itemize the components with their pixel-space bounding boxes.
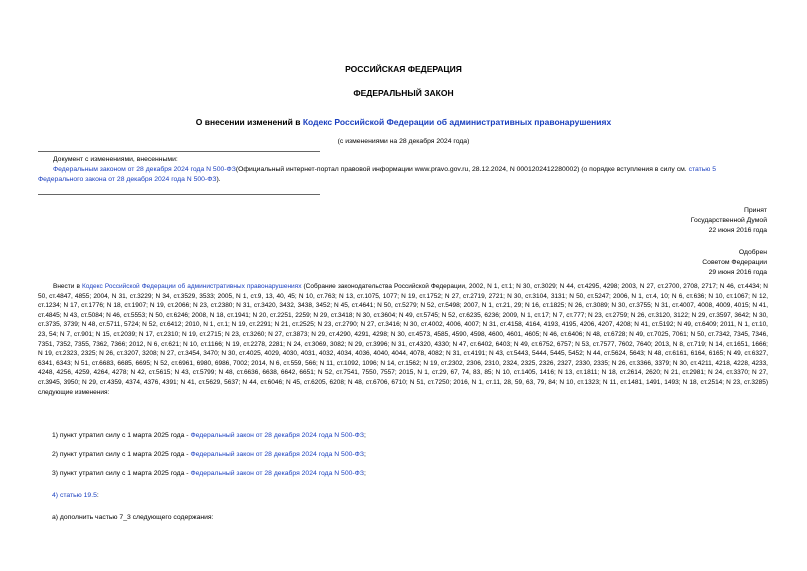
item-tail: ; bbox=[363, 432, 366, 439]
item-text: 1) пункт утратил силу с 1 марта 2025 года - bbox=[52, 432, 189, 439]
item-tail: ; bbox=[363, 451, 366, 458]
revision-note: (с изменениями на 28 декабря 2024 года) bbox=[337, 138, 470, 145]
doc-info-tail: ). bbox=[216, 176, 221, 183]
intro-paragraph bbox=[38, 282, 768, 397]
item-law-link[interactable]: Федеральный закон от 28 декабря 2024 года N 500-ФЗ bbox=[190, 432, 364, 439]
amendment-law-link[interactable]: Федеральным законом от 28 декабря 2024 года N 500-ФЗ bbox=[53, 166, 236, 173]
title-prefix: О внесении изменений в bbox=[195, 117, 301, 127]
article-19-5-link[interactable]: статью 19.5 bbox=[59, 492, 97, 499]
list-item bbox=[52, 492, 99, 499]
approval-block bbox=[702, 248, 767, 278]
list-item bbox=[52, 470, 366, 477]
item-tail: : bbox=[96, 492, 99, 499]
doc-info-line3 bbox=[38, 175, 768, 185]
approval-body: Советом Федерации bbox=[702, 259, 767, 266]
item-text: 2) пункт утратил силу с 1 марта 2025 года - bbox=[52, 451, 189, 458]
article-5-link[interactable]: статью 5 bbox=[688, 166, 717, 173]
item-law-link[interactable]: Федеральный закон от 28 декабря 2024 года N 500-ФЗ bbox=[190, 470, 364, 477]
list-item bbox=[52, 451, 366, 458]
sub-item: а) дополнить частью 7_3 следующего содержания: bbox=[52, 514, 214, 521]
adoption-line: Принят bbox=[743, 207, 767, 214]
adoption-date: 22 июня 2016 года bbox=[708, 227, 767, 234]
item-tail: ; bbox=[363, 470, 366, 477]
doc-info-text: (Официальный интернет-портал правовой информации www.pravo.gov.ru, 28.12.2024, N 0001202412280002) (о порядке вступления в силу см. bbox=[235, 166, 687, 173]
item-text: 3) пункт утратил силу с 1 марта 2025 года - bbox=[52, 470, 189, 477]
intro-code-link[interactable]: Кодекс Российской Федерации об административных правонарушениях bbox=[81, 283, 302, 290]
list-item bbox=[52, 432, 366, 439]
adoption-body: Государственной Думой bbox=[690, 217, 767, 224]
doc-info-label: Документ с изменениями, внесенными: bbox=[53, 156, 178, 163]
doc-info-body bbox=[38, 165, 768, 175]
item-law-link[interactable]: Федеральный закон от 28 декабря 2024 года N 500-ФЗ bbox=[190, 451, 364, 458]
federal-law-link[interactable]: Федерального закона от 28 декабря 2024 года N 500-ФЗ bbox=[38, 176, 217, 183]
law-type-heading: ФЕДЕРАЛЬНЫЙ ЗАКОН bbox=[353, 88, 454, 98]
divider-bottom bbox=[38, 194, 320, 195]
adoption-block bbox=[691, 206, 767, 236]
item4-prefix-link[interactable]: 4) bbox=[52, 492, 59, 499]
intro-text: (Собрание законодательства Российской Федерации, 2002, N 1, ст.1; N 30, ст.3029; N 44, ст.4295, 4298; 2003, N 27, ст.2700, 2708, 2717; N 46, ст.4434; N 50, ст.4847, 4855; 2004, N 31, ст.3229; N 34, ст.3529, 3533; 2005, N 1, ст.9, 13, 40, 45; N 10, ст.763; N 13, ст.1075, 1077; N 19, ст.1752; N 27, ст.2719, 2721; N 30, ст.3104, 3131; N 50, ст.5247; 2006, N 1, ст.4, 10; N 6, ст.636; N 10, ст.1067; N 12, ст.1234; N 17, ст.1776; N 18, ст.1907; N 19, ст.2066; N 23, ст.2380; N 31, ст.3420, 3432, 3438, 3452; N 45, ст.4641; N 50, ст.5279; N 52, ст.5498; 2007, N 1, ст.21, 29; N 16, ст.1825; N 26, ст.3089; N 30, ст.3755; N 31, ст.4007, 4008, 4009, 4015; N 41, ст.4845; N 43, ст.5084; N 46, ст.5553; N 50, ст.6246; 2008, N 18, ст.1941; N 20, ст.2251, 2259; N 29, ст.3418; N 30, ст.3604; N 49, ст.5745; N 52, ст.6235, 6236; 2009, N 1, ст.17; N 7, ст.777; N 23, ст.2759; N 26, ст.3120, 3122; N 29, ст.3597, 3642; N 30, ст.3735, 3739; N 48, ст.5711, 5724; N 52, ст.6412; 2010, N 1, ст.1; N 19, ст.2291; N 21, ст.2525; N 23, ст.2790; N 27, ст.3416; N 30, ст.4002, 4006, 4007; N 31, ст.4158, 4164, 4193, 4195, 4206, 4207, 4208; N 41, ст.5192; N 49, ст.6409; 2011, N 1, ст.10, 23, 54; N 7, ст.901; N 15, ст.2039; N 17, ст.2310; N 19, ст.2715; N 23, ст.3260; N 27, ст.3873; N 29, ст.4290, 4291, 4298; N 30, ст.4573, 4585, 4590, 4598, 4600, 4601, 4605; N 46, ст.6406; N 48, ст.6728; N 49, ст.7025, 7061; N 50, ст.7342, 7345, 7346, 7351, 7352, 7355, 7362, 7366; 2012, N 6, ст.621; N 10, ст.1166; N 19, ст.2278, 2281; N 24, ст.3069, 3082; N 29, ст.3996; N 31, ст.4320, 4330; N 47, ст.6402, 6403; N 49, ст.6752, 6757; N 53, ст.7577, 7602, 7640; 2013, N 8, ст.719; N 14, ст.1651, 1666; N 19, ст.2323, 2325; N 26, ст.3207, 3208; N 27, ст.3454, 3470; N 30, ст.4025, 4029, 4030, 4031, 4032, 4034, 4036, 4040, 4044, 4078, 4082; N 31, ст.4191; N 43, ст.5443, 5444, 5445, 5452; N 44, ст.5624, 5643; N 48, ст.6161, 6164, 6165; N 49, ст.6327, 6341, 6343; N 51, ст.6683, 6685, 6695; N 52, ст.6961, 6980, 6986, 7002; 2014, N 6, ст.559, 566; N 11, ст.1092, 1096; N 14, ст.1562; N 19, ст.2302, 2306, 2310, 2324, 2325, 2326, 2327, 2330, 2335; N 26, ст.3366, 3379; N 30, ст.4211, 4218, 4228, 4233, 4248, 4256, 4259, 4264, 4278; N 42, ст.5615; N 43, ст.5799; N 48, ст.6636, 6638, 6642, 6651; N 52, ст.7541, 7550, 7557; 2015, N 1, ст.29, 67, 74, 83, 85; N 10, ст.1405, 1416; N 13, ст.1811; N 18, ст.2614, 2620; N 21, ст.2981; N 24, ст.3370; N 27, ст.3945, 3950; N 29, ст.4359, 4374, 4376, 4391; N 41, ст.5629, 5637; N 44, ст.6046; N 45, ст.6205, 6208; N 48, ст.6706, 6710; N 51, ст.7250; 2016, N 1, ст.11, 28, 59, 63, 79, 84; N 10, ст.1323; N 11, ст.1481, 1491, 1493; N 18, ст.2514; N 23, ст.3285) следующие изменения: bbox=[38, 283, 768, 396]
approval-line: Одобрен bbox=[738, 249, 767, 256]
divider-top bbox=[38, 151, 320, 152]
country-heading: РОССИЙСКАЯ ФЕДЕРАЦИЯ bbox=[345, 64, 462, 74]
law-title bbox=[0, 117, 807, 127]
approval-date: 29 июня 2016 года bbox=[708, 269, 767, 276]
doc-info bbox=[38, 155, 768, 185]
title-code-link[interactable]: Кодекс Российской Федерации об административных правонарушениях bbox=[302, 117, 612, 127]
intro-prefix: Внести в bbox=[53, 283, 80, 290]
